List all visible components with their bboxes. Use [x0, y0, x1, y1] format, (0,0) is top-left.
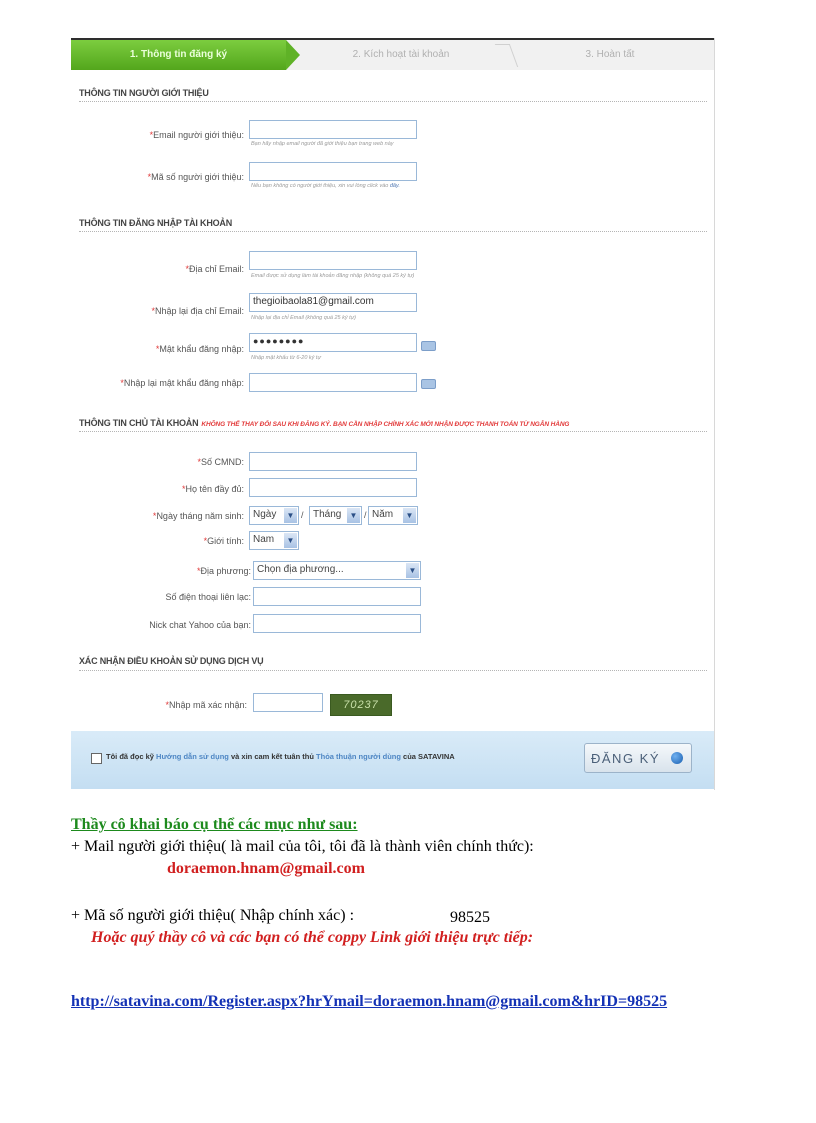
step-1: 1. Thông tin đăng ký [71, 40, 286, 70]
password-input[interactable]: ●●●●●●●● [249, 333, 417, 352]
ref-code-link[interactable]: đây. [389, 183, 400, 189]
section-title-owner: THÔNG TIN CHỦ TÀI KHOẢN KHÔNG THỂ THAY ĐỔI SAU KHI ĐĂNG KÝ. BẠN CẦN NHẬP CHÍNH XÁC MỚI NHẬN ĐƯỢC THANH TOÁN TỪ NGÂN HÀNG [79, 418, 570, 428]
register-button-label: ĐĂNG KÝ [591, 751, 661, 766]
gender-label: *Giới tính: [203, 536, 244, 546]
year-select[interactable]: Năm ▼ [368, 506, 418, 525]
id-number-input[interactable] [249, 452, 417, 471]
register-button[interactable] [584, 743, 692, 773]
step-3: 3. Hoàn tất [585, 49, 635, 60]
yahoo-label: Nick chat Yahoo của bạn: [149, 620, 251, 630]
date-separator: / [364, 510, 367, 520]
user-agreement-link[interactable]: Thỏa thuận người dùng [316, 752, 401, 761]
doc-code-instruction: + Mã số người giới thiệu( Nhập chính xác) : [71, 907, 355, 924]
keyboard-icon[interactable] [421, 341, 436, 351]
month-select[interactable]: Tháng ▼ [309, 506, 362, 525]
arrow-circle-icon [671, 752, 683, 764]
email-input[interactable] [249, 251, 417, 270]
terms-bar [71, 731, 714, 789]
ref-code-input[interactable] [249, 162, 417, 181]
doc-link-instruction: Hoặc quý thầy cô và các bạn có thể coppy Link giới thiệu trực tiếp: [91, 929, 534, 946]
user-guide-link[interactable]: Hướng dẫn sử dụng [156, 752, 229, 761]
ref-email-label: *Email người giới thiệu: [149, 130, 244, 140]
divider [79, 231, 707, 232]
ref-email-input[interactable] [249, 120, 417, 139]
captcha-label: *Nhập mã xác nhận: [165, 700, 247, 710]
doc-referrer-code: 98525 [450, 909, 490, 926]
chevron-down-icon: ▼ [406, 563, 419, 578]
agree-checkbox[interactable] [91, 753, 102, 764]
password-confirm-input[interactable] [249, 373, 417, 392]
full-name-label: *Họ tên đầy đủ: [181, 484, 244, 494]
doc-referrer-email: doraemon.hnam@gmail.com [167, 860, 365, 877]
doc-title: Thầy cô khai báo cụ thể các mục như sau: [71, 816, 358, 833]
email-confirm-input[interactable]: thegioibaola81@gmail.com [249, 293, 417, 312]
email-confirm-label: *Nhập lại địa chỉ Email: [151, 306, 244, 316]
chevron-down-icon: ▼ [284, 508, 297, 523]
password-hint: Nhập mật khẩu từ 6-20 ký tự [251, 355, 321, 361]
divider [79, 670, 707, 671]
password-label: *Mật khẩu đăng nhập: [155, 344, 244, 354]
province-label: *Địa phương: [197, 566, 251, 576]
section-title-login: THÔNG TIN ĐĂNG NHẬP TÀI KHOẢN [79, 218, 233, 228]
captcha-input[interactable] [253, 693, 323, 712]
email-hint: Email được sử dụng làm tài khoản đăng nhập (không quá 25 ký tự) [251, 273, 415, 279]
owner-warning: KHÔNG THỂ THAY ĐỔI SAU KHI ĐĂNG KÝ. BẠN CẦN NHẬP CHÍNH XÁC MỚI NHẬN ĐƯỢC THANH TOÁN TỪ NGÂN HÀNG [201, 421, 570, 428]
phone-input[interactable] [253, 587, 421, 606]
gender-select[interactable]: Nam ▼ [249, 531, 299, 550]
ref-email-hint: Bạn hãy nhập email người đã giới thiệu bạn trang web này [251, 141, 394, 147]
date-separator: / [301, 510, 304, 520]
keyboard-icon[interactable] [421, 379, 436, 389]
id-number-label: *Số CMND: [197, 457, 244, 467]
section-title-terms: XÁC NHẬN ĐIỀU KHOẢN SỬ DỤNG DỊCH VỤ [79, 656, 264, 666]
phone-label: Số điện thoại liên lạc: [165, 592, 251, 602]
chevron-down-icon: ▼ [284, 533, 297, 548]
divider [79, 101, 707, 102]
day-select[interactable]: Ngày ▼ [249, 506, 299, 525]
province-select[interactable]: Chọn địa phương... ▼ [253, 561, 421, 580]
ref-code-hint: Nếu bạn không có người giới thiệu, xin vui lòng click vào đây. [251, 183, 400, 189]
password-confirm-label: *Nhập lại mật khẩu đăng nhập: [120, 378, 244, 388]
divider [79, 431, 707, 432]
email-confirm-hint: Nhập lại địa chỉ Email (không quá 25 ký tự) [251, 315, 356, 321]
doc-mail-instruction: + Mail người giới thiệu( là mail của tôi, tôi đã là thành viên chính thức): [71, 838, 534, 855]
chevron-down-icon: ▼ [347, 508, 360, 523]
full-name-input[interactable] [249, 478, 417, 497]
step-2: 2. Kích hoạt tài khoản [286, 40, 506, 70]
yahoo-input[interactable] [253, 614, 421, 633]
captcha-image: 70237 [330, 694, 392, 716]
chevron-down-icon: ▼ [403, 508, 416, 523]
section-title-referrer: THÔNG TIN NGƯỜI GIỚI THIỆU [79, 88, 209, 98]
referral-link[interactable]: http://satavina.com/Register.aspx?hrYmail=doraemon.hnam@gmail.com&hrID=98525 [71, 993, 668, 1010]
agree-text: Tôi đã đọc kỹ Hướng dẫn sử dụng và xin cam kết tuân thủ Thỏa thuận người dùng của SATAVINA [106, 752, 455, 761]
email-label: *Địa chỉ Email: [185, 264, 244, 274]
steps-bar [71, 38, 714, 70]
ref-code-label: *Mã số người giới thiệu: [147, 172, 244, 182]
registration-form-screenshot [71, 38, 715, 790]
birthdate-label: *Ngày tháng năm sinh: [152, 511, 244, 521]
